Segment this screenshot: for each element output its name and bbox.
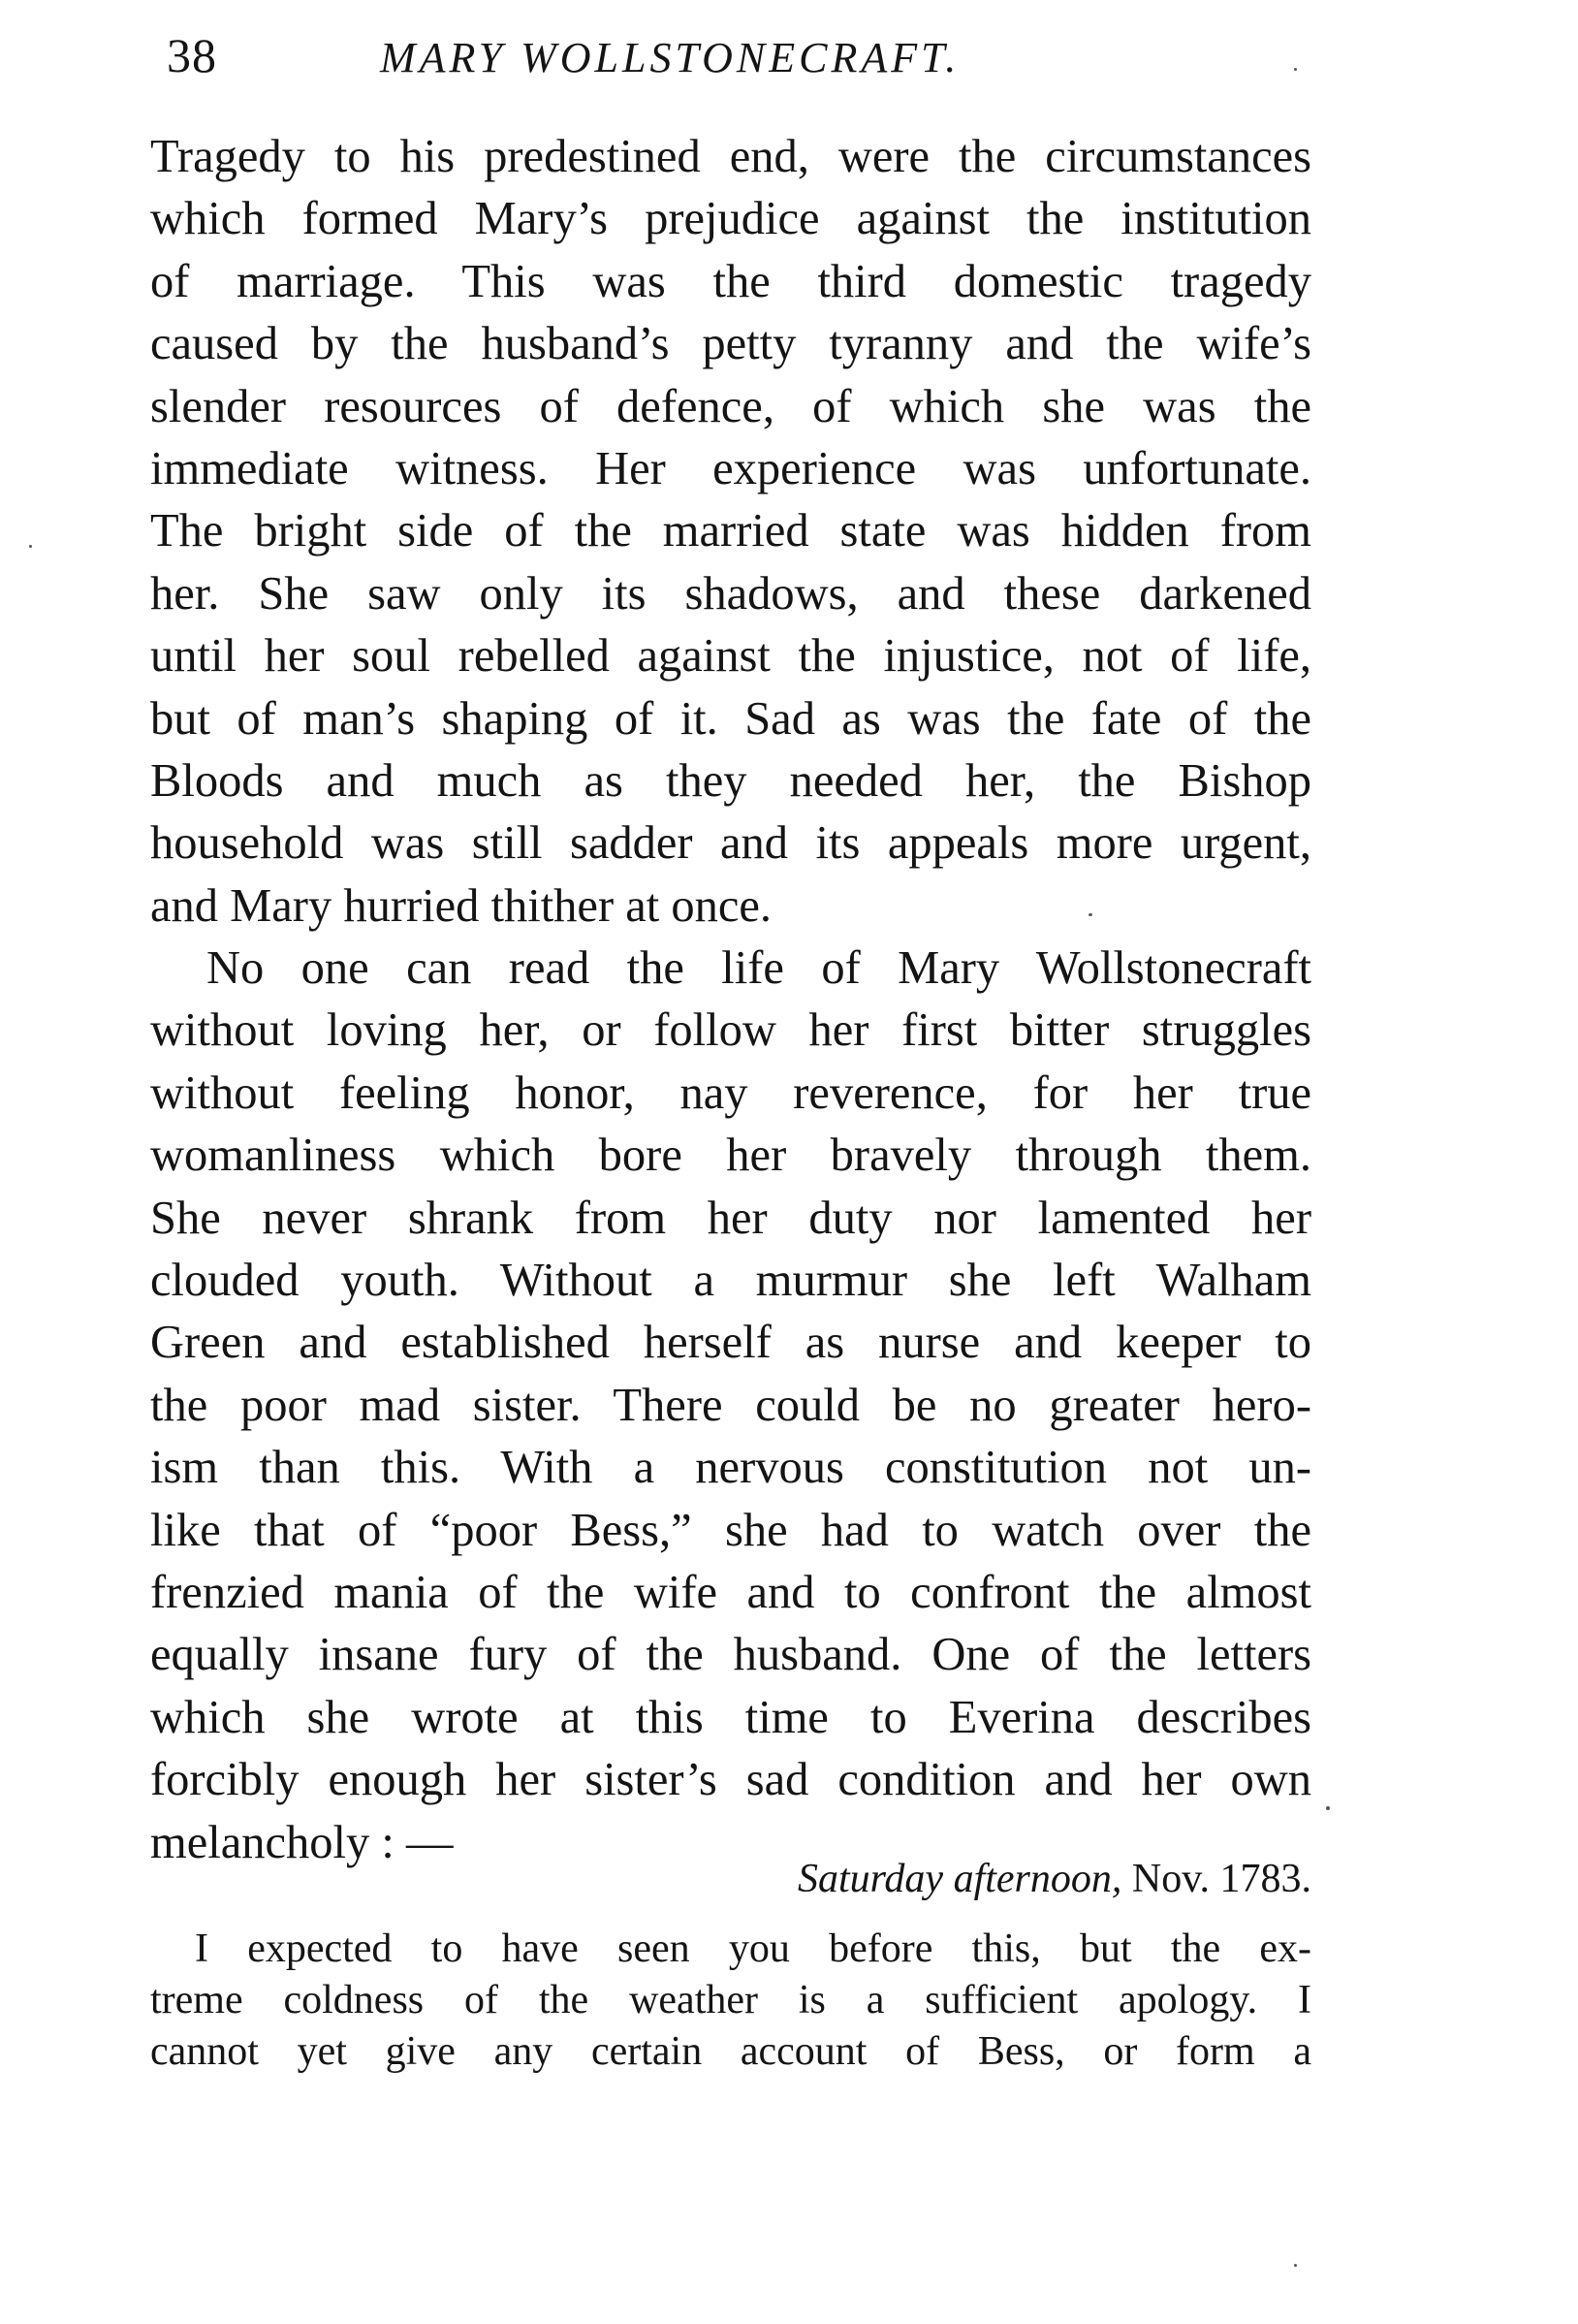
- text-line: of marriage. This was the third domestic tragedy: [150, 255, 1311, 307]
- text-line: The bright side of the married state was hidden from: [150, 505, 1311, 557]
- text-line: without feeling honor, nay reverence, for her true: [150, 1066, 1311, 1119]
- text-line: womanliness which bore her bravely through them.: [150, 1130, 1311, 1182]
- text-line: household was still sadder and its appeals more urgent,: [150, 817, 1311, 870]
- body-text: [150, 126, 1311, 1874]
- dateline-day: Saturday afternoon,: [797, 1857, 1122, 1901]
- running-head: [167, 21, 1330, 99]
- text-line: forcibly enough her sister’s sad condition and her own: [150, 1754, 1311, 1806]
- page-number: 38: [167, 28, 217, 82]
- letter-line: cannot yet give any certain account of Bess, or form a: [150, 2029, 1311, 2074]
- print-speck: [29, 545, 32, 548]
- running-title: MARY WOLLSTONECRAFT.: [380, 34, 961, 81]
- print-speck: [1089, 913, 1092, 916]
- text-line: which formed Mary’s prejudice against the institution: [150, 193, 1311, 245]
- text-line: her. She saw only its shadows, and these darkened: [150, 567, 1311, 620]
- text-line: slender resources of defence, of which she was the: [150, 380, 1311, 432]
- paragraph-start-line: No one can read the life of Mary Wollstonecraft: [206, 942, 1311, 995]
- text-line: frenzied mania of the wife and to confront the almost: [150, 1566, 1311, 1618]
- letter-line: I expected to have seen you before this, but the ex-: [195, 1926, 1311, 1971]
- text-line: until her soul rebelled against the injustice, not of life,: [150, 630, 1311, 683]
- letter-dateline: [150, 1850, 1311, 1908]
- text-line: which she wrote at this time to Everina describes: [150, 1691, 1311, 1743]
- paragraph-end-line: and Mary hurried thither at once.: [150, 879, 773, 932]
- text-line: clouded youth. Without a murmur she left Walham: [150, 1255, 1311, 1307]
- letter-text: [150, 1924, 1311, 2078]
- print-speck: [1326, 1806, 1330, 1810]
- text-line: Bloods and much as they needed her, the Bishop: [150, 754, 1311, 807]
- print-speck: [1294, 2264, 1297, 2267]
- text-line: Green and established herself as nurse and keeper to: [150, 1317, 1311, 1369]
- paragraph-end-line: melancholy : —: [150, 1816, 454, 1868]
- text-line: caused by the husband’s petty tyranny and the wife’s: [150, 318, 1311, 370]
- print-speck: [1294, 68, 1297, 71]
- text-line: without loving her, or follow her first bitter struggles: [150, 1004, 1311, 1057]
- text-line: ism than this. With a nervous constitution not un-: [150, 1442, 1311, 1494]
- text-line: but of man’s shaping of it. Sad as was the fate of the: [150, 692, 1311, 745]
- text-line: Tragedy to his predestined end, were the circumstances: [150, 131, 1311, 182]
- text-line: equally insane fury of the husband. One of the letters: [150, 1629, 1311, 1681]
- letter-line: treme coldness of the weather is a sufficient apology. I: [150, 1978, 1311, 2022]
- text-line: like that of “poor Bess,” she had to watch over the: [150, 1504, 1311, 1556]
- text-line: She never shrank from her duty nor lamented her: [150, 1192, 1311, 1244]
- text-line: immediate witness. Her experience was unfortunate.: [150, 442, 1311, 494]
- dateline-date: Nov. 1783.: [1131, 1857, 1311, 1901]
- text-line: the poor mad sister. There could be no greater hero-: [150, 1379, 1311, 1431]
